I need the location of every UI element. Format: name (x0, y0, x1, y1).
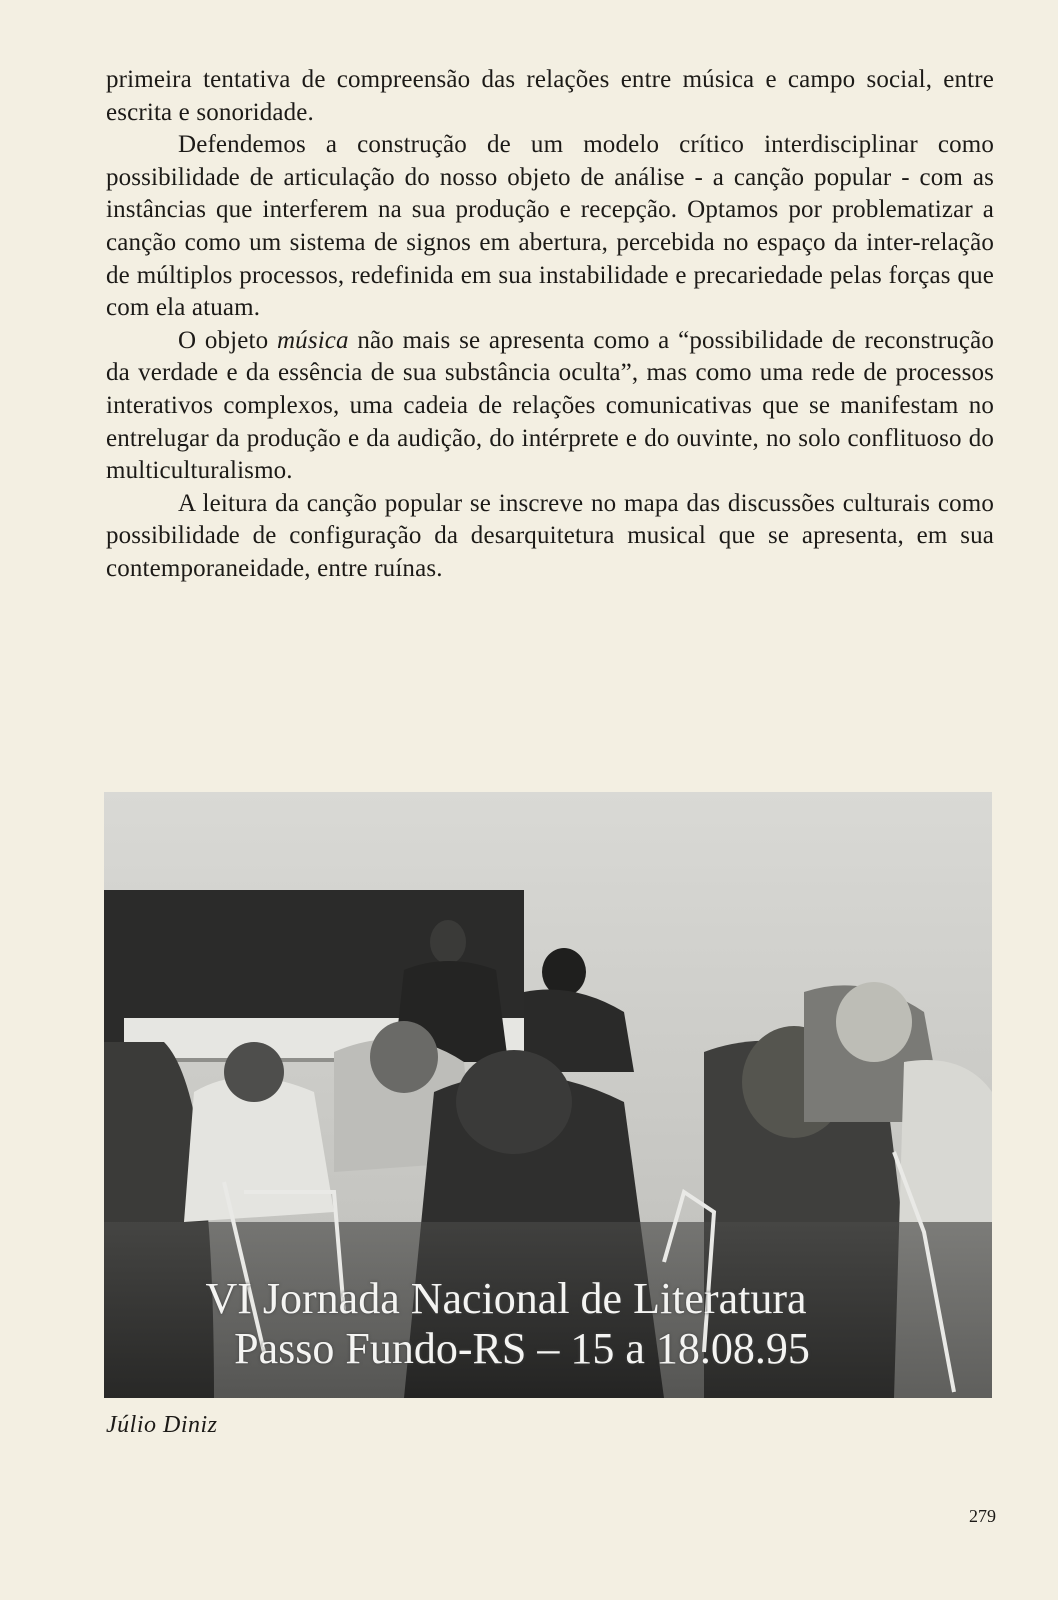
paragraph-4: A leitura da canção popular se inscreve no mapa das discussões culturais como possibilidade de configuração da desarquitetura musical que se apresenta, em sua contemporaneidade, entre ruínas. (106, 489, 994, 582)
page-number: 279 (969, 1506, 996, 1526)
paragraph-3 (106, 325, 994, 488)
author-name: Júlio Diniz (106, 1412, 218, 1438)
photo-caption-line-2: Passo Fundo-RS – 15 a 18.08.95 (234, 1324, 810, 1373)
photo-caption-line-1: VI Jornada Nacional de Literatura (205, 1274, 807, 1323)
body-text (106, 64, 994, 586)
event-photograph (104, 792, 992, 1398)
paragraph-3-start: O objeto (178, 326, 277, 354)
paragraph-2: Defendemos a construção de um modelo crítico interdisciplinar como possibilidade de articulação do nosso objeto de análise - a canção popular - com as instâncias que interferem na sua produção e recepção. Optamos por problematizar a canção como um sistema de signos em abertura, percebida no espaço da inter-relação de múltiplos processos, redefinida em sua instabilidade e precariedade pelas forças que com ela atuam. (106, 131, 994, 322)
italic-term: música (276, 326, 349, 354)
paragraph-3-end: não mais se apresenta como a “possibilidade de reconstrução da verdade e da essência de sua substância oculta”, mas como uma rede de processos interativos complexos, uma cadeia de relações comunicativas que se manifestam no entrelugar da produção e da audição, do intérprete e do ouvinte, no solo conflituoso do multiculturalismo. (106, 326, 994, 485)
paragraph-1: primeira tentativa de compreensão das relações entre música e campo social, entre escrita e sonoridade. (106, 66, 994, 126)
